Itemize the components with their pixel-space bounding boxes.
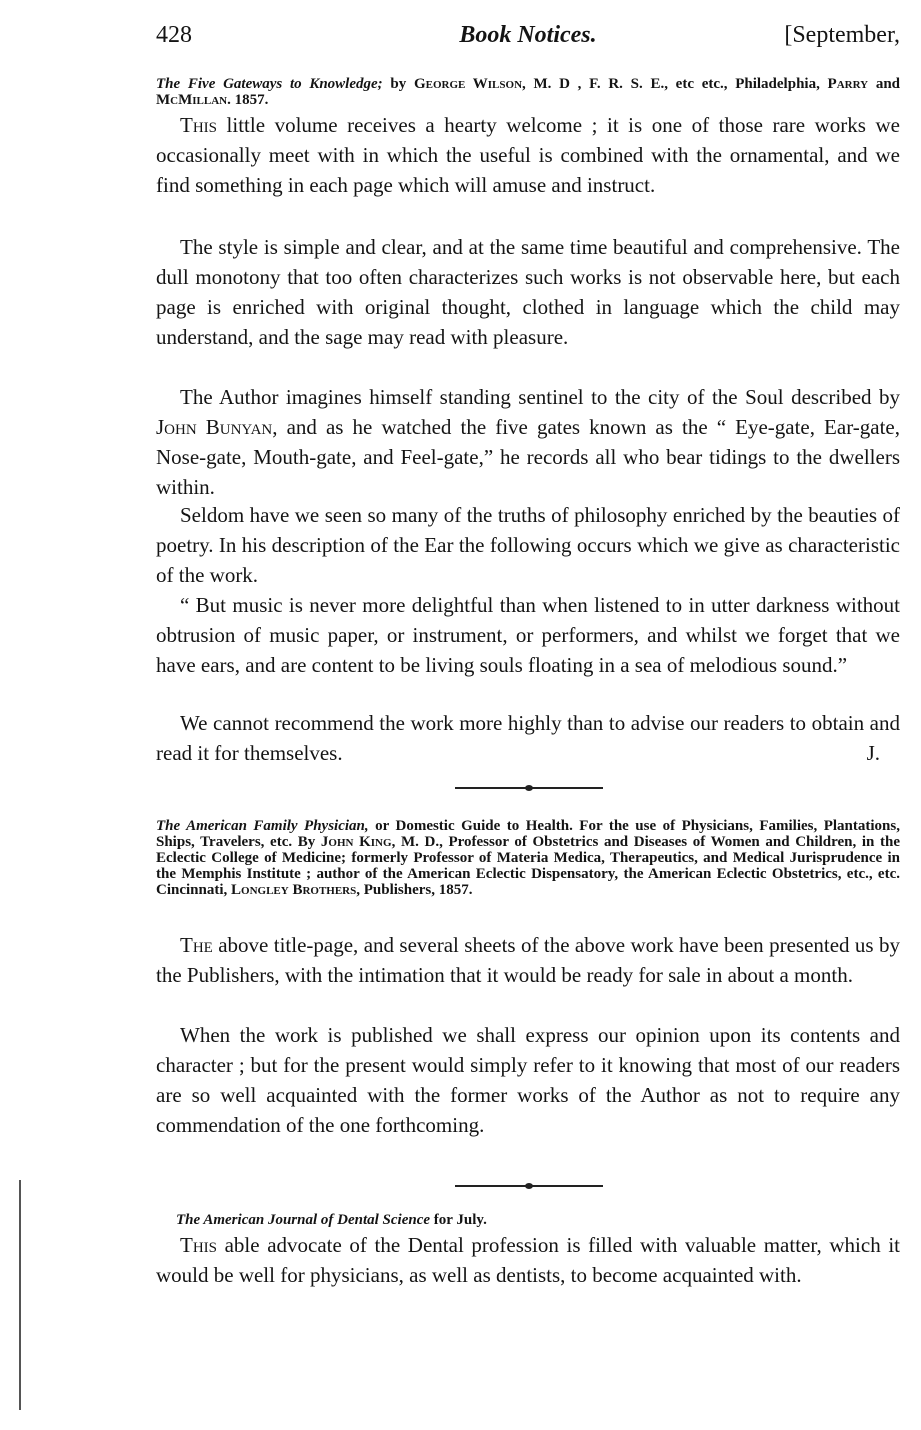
section-divider-1 bbox=[455, 787, 603, 789]
notice-3-paragraph-1: This able advocate of the Dental profession is filled with valuable matter, which it would be well for physicians, as well as dentists, to become acquainted with. bbox=[156, 1233, 900, 1287]
notice-1-quotation: “ But music is never more delightful than when listened to in utter darkness without obtrusion of music paper, or instrument, or performers, and whilst we forget that we have ears, and are content to be living souls floating in a sea of melodious sound.” bbox=[156, 593, 900, 677]
divider-ornament bbox=[525, 785, 533, 791]
notice-1-paragraph-6: We cannot recommend the work more highly than to advise our readers to obtain and read it for themselves. J. bbox=[156, 708, 900, 768]
notice-1-citation: The Five Gateways to Knowledge; by George Wilson, M. D , F. R. S. E., etc etc., Philadelphia, Parry and McMillan. 1857. bbox=[156, 76, 901, 108]
page-gutter-line bbox=[19, 1180, 21, 1410]
notice-1-paragraph-2: The style is simple and clear, and at the same time beautiful and comprehensive. The dull monotony that too often characterizes such works is not observable here, but each page is enriched with original thought, clothed in language which the child may understand, and the sage may read with pleasure. bbox=[156, 235, 900, 349]
header-month: [September, bbox=[784, 22, 900, 48]
notice-1-paragraph-3: The Author imagines himself standing sentinel to the city of the Soul described by John Bunyan, and as he watched the five gates known as the “ Eye-gate, Ear-gate, Nose-gate, Mouth-gate, and Feel-gate,” he records all who bear tidings to the dwellers within. bbox=[156, 385, 900, 499]
notice-2-paragraph-1: The above title-page, and several sheets of the above work have been presented us by the Publishers, with the intimation that it would be ready for sale in about a month. bbox=[156, 933, 900, 987]
section-divider-2 bbox=[455, 1185, 603, 1187]
notice-1-paragraph-4: Seldom have we seen so many of the truths of philosophy enriched by the beauties of poetry. In his description of the Ear the following occurs which we give as characteristic of the work. bbox=[156, 503, 900, 587]
page-number: 428 bbox=[156, 22, 192, 48]
notice-2-citation: The American Family Physician, or Domestic Guide to Health. For the use of Physicians, Families, Plantations, Ships, Travelers, etc. By John King, M. D., Professor of Obstetrics and Diseases of Women and Children, in the Eclectic College of Medicine; formerly Professor of Materia Medica, Therapeutics, and Medical Jurisprudence in the Memphis Institute ; author of the American Eclectic Dispensatory, the American Eclectic Obstetrics, etc., etc. Cincinnati, Longley Brothers, Publishers, 1857. bbox=[156, 818, 900, 898]
notice-2-paragraph-2: When the work is published we shall express our opinion upon its contents and character ; but for the present would simply refer to it knowing that most of our readers are so well acquainted with the former works of the Author as not to require any commendation of the one forthcoming. bbox=[156, 1023, 900, 1137]
notice-1-paragraph-1: This little volume receives a hearty welcome ; it is one of those rare works we occasionally meet with in which the useful is combined with the ornamental, and we find something in each page which will amuse and instruct. bbox=[156, 113, 900, 197]
page-header bbox=[156, 20, 900, 50]
running-title: Book Notices. bbox=[459, 22, 597, 48]
notice-1-signature: J. bbox=[866, 741, 880, 765]
divider-ornament bbox=[525, 1183, 533, 1189]
notice-3-citation: The American Journal of Dental Science for July. bbox=[176, 1212, 487, 1228]
